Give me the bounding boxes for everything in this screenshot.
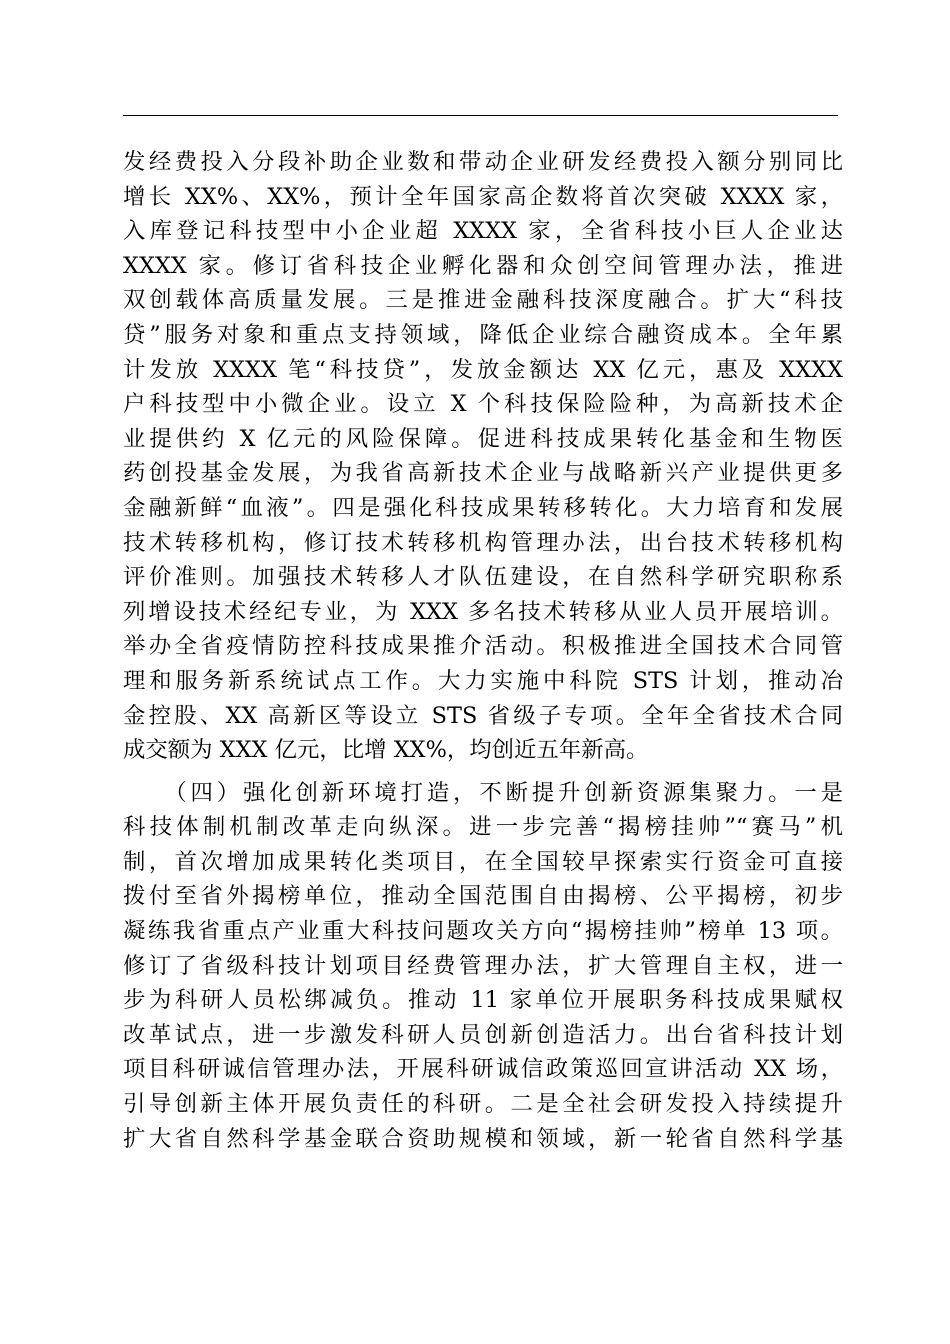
- text-line: 贷”服务对象和重点支持领域，降低企业综合融资成本。全年累: [123, 321, 843, 348]
- text-line: 计发放 XXXX 笔“科技贷”，发放金额达 XX 亿元，惠及 XXXX: [123, 356, 843, 383]
- text-line: 项目科研诚信管理办法，开展科研诚信政策巡回宣讲活动 XX 场，: [123, 1056, 843, 1083]
- text-line: 金控股、XX 高新区等设立 STS 省级子专项。全年全省技术合同: [123, 702, 843, 729]
- text-line: 列增设技术经纪专业，为 XXX 多名技术转移从业人员开展培训。: [123, 598, 843, 625]
- text-line: 制，首次增加成果转化类项目，在全国较早探索实行资金可直接: [123, 848, 843, 875]
- text-line: 户科技型中小微企业。设立 X 个科技保险险种，为高新技术企: [123, 391, 843, 418]
- text-line: （四）强化创新环境打造，不断提升创新资源集聚力。一是: [123, 779, 843, 806]
- text-line: 业提供约 X 亿元的风险保障。促进科技成果转化基金和生物医: [123, 425, 843, 452]
- text-line: 拨付至省外揭榜单位，推动全国范围自由揭榜、公平揭榜，初步: [123, 883, 843, 910]
- text-line: 药创投基金发展，为我省高新技术企业与战略新兴产业提供更多: [123, 460, 843, 487]
- text-line: 成交额为 XXX 亿元，比增 XX%，均创近五年新高。: [123, 737, 649, 764]
- text-line: 入库登记科技型中小企业超 XXXX 家，全省科技小巨人企业达: [123, 218, 843, 245]
- header-rule: [123, 115, 838, 116]
- paragraph-tech-finance-transfer: [123, 145, 843, 768]
- text-line: 改革试点，进一步激发科研人员创新创造活力。出台省科技计划: [123, 1021, 843, 1048]
- text-line: 发经费投入分段补助企业数和带动企业研发经费投入额分别同比: [123, 149, 843, 175]
- text-line: 评价准则。加强技术转移人才队伍建设，在自然科学研究职称系: [123, 564, 843, 591]
- text-line: 双创载体高质量发展。三是推进金融科技深度融合。扩大“科技: [123, 287, 843, 314]
- text-line: 金融新鲜“血液”。四是强化科技成果转移转化。大力培育和发展: [123, 494, 843, 521]
- text-line: 引导创新主体开展负责任的科研。二是全社会研发投入持续提升: [123, 1091, 843, 1118]
- text-line: 技术转移机构，修订技术转移机构管理办法，出台技术转移机构: [123, 529, 843, 556]
- text-line: 举办全省疫情防控科技成果推介活动。积极推进全国技术合同管: [123, 633, 843, 660]
- text-line: 修订了省级科技计划项目经费管理办法，扩大管理自主权，进一: [123, 952, 843, 979]
- text-line: XXXX 家。修订省科技企业孵化器和众创空间管理办法，推进: [123, 252, 843, 279]
- text-line: 科技体制机制改革走向纵深。进一步完善“揭榜挂帅”“赛马”机: [123, 814, 843, 841]
- body-text: [123, 145, 843, 1156]
- paragraph-gap: [123, 768, 843, 776]
- text-line: 步为科研人员松绑减负。推动 11 家单位开展职务科技成果赋权: [123, 987, 843, 1014]
- text-line: 理和服务新系统试点工作。大力实施中科院 STS 计划，推动冶: [123, 667, 843, 694]
- text-line: 凝练我省重点产业重大科技问题攻关方向“揭榜挂帅”榜单 13 项。: [123, 918, 843, 945]
- text-line: 增长 XX%、XX%，预计全年国家高企数将首次突破 XXXX 家，: [123, 183, 843, 210]
- text-line: 扩大省自然科学基金联合资助规模和领域，新一轮省自然科学基: [123, 1125, 843, 1152]
- paragraph-innovation-environment: [123, 776, 843, 1157]
